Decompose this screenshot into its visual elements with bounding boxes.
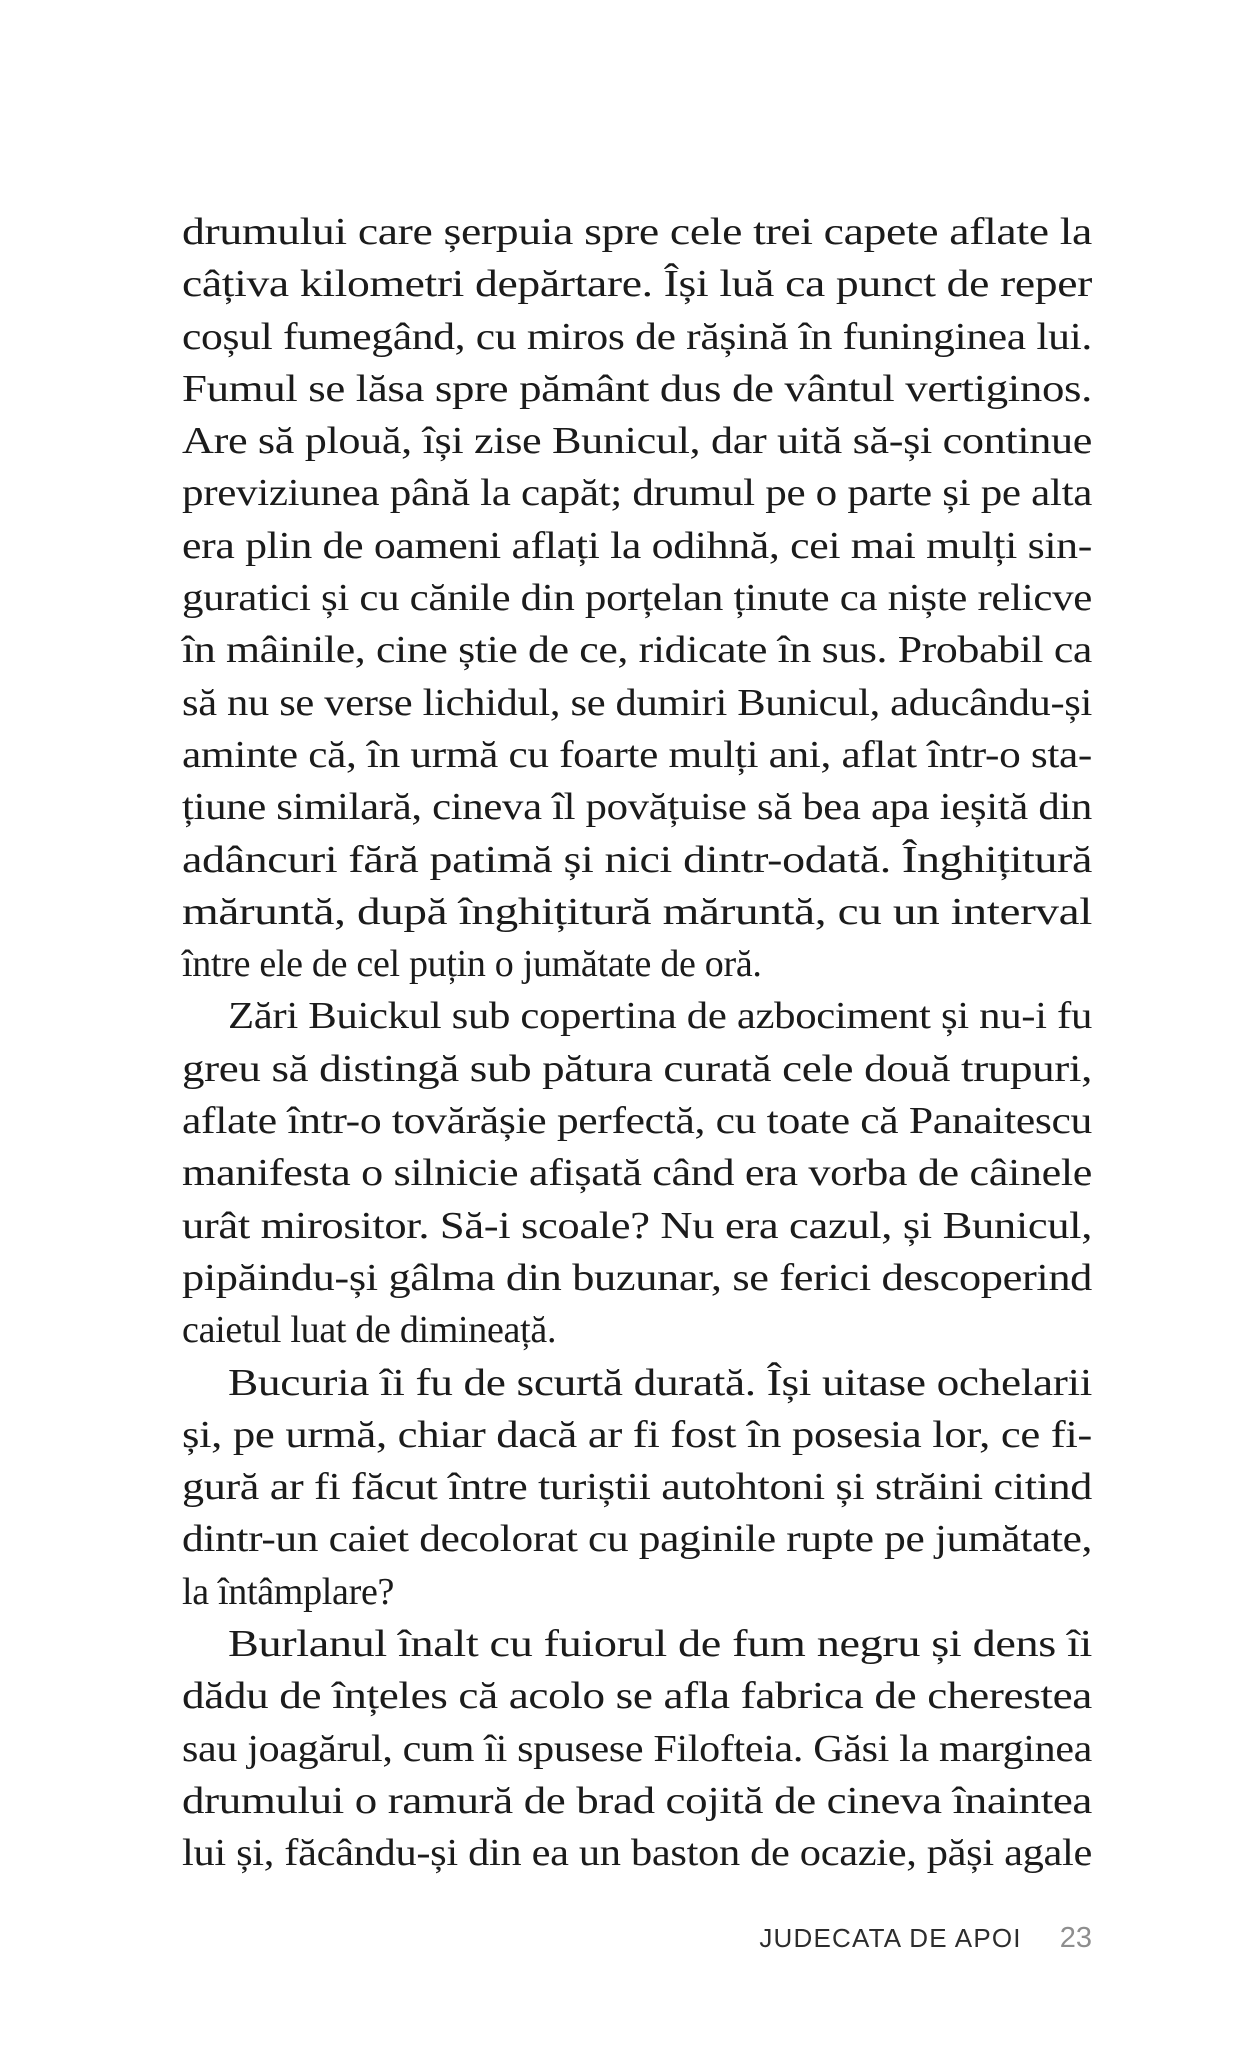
text-line: urât mirositor. Să-i scoale? Nu era cazul, și Bunicul, <box>182 1204 1092 1247</box>
text-line: și, pe urmă, chiar dacă ar fi fost în posesia lor, ce fi- <box>182 1413 1092 1456</box>
text-line: în mâinile, cine știe de ce, ridicate în sus. Probabil ca <box>182 629 1092 672</box>
text-line: pipăindu-și gâlma din buzunar, se ferici descoperind <box>182 1256 1092 1299</box>
text-line: coșul fumegând, cu miros de rășină în funinginea lui. <box>182 315 1092 358</box>
running-footer-title: JUDECATA DE APOI <box>759 1923 1022 1953</box>
text-line: Bucuria îi fu de scurtă durată. Își uitase ochelarii <box>228 1361 1092 1404</box>
text-line: Fumul se lăsa spre pământ dus de vântul vertiginos. <box>182 367 1092 410</box>
paragraph <box>182 1618 1092 1879</box>
page-footer <box>759 1922 1092 1962</box>
text-line: Burlanul înalt cu fuiorul de fum negru și dens îi <box>228 1623 1092 1666</box>
text-line: lui și, făcându-și din ea un baston de ocazie, păși agale <box>182 1832 1092 1875</box>
text-line: măruntă, după înghițitură măruntă, cu un interval <box>182 890 1092 933</box>
text-line: la întâmplare? <box>182 1570 395 1613</box>
text-line: guratici și cu cănile din porțelan ținute ca niște relicve <box>182 577 1092 620</box>
paragraph <box>182 990 1092 1356</box>
page-number: 23 <box>1059 1922 1092 1954</box>
text-line: aflate într-o tovărășie perfectă, cu toate că Panaitescu <box>182 1100 1092 1143</box>
text-line: manifesta o silnicie afișată când era vorba de câinele <box>182 1152 1092 1195</box>
text-line: greu să distingă sub pătura curată cele două trupuri, <box>182 1047 1092 1090</box>
text-line: între ele de cel puțin o jumătate de oră. <box>182 943 762 986</box>
text-line: dădu de înțeles că acolo se afla fabrica de cherestea <box>182 1675 1092 1718</box>
text-line: Are să plouă, își zise Bunicul, dar uită să-și continue <box>182 420 1092 463</box>
text-line: țiune similară, cineva îl povățuise să bea apa ieșită din <box>182 786 1092 829</box>
text-line: câțiva kilometri depărtare. Își luă ca punct de reper <box>182 263 1092 306</box>
paragraph <box>182 1357 1092 1618</box>
text-block <box>182 206 1092 1880</box>
text-line: dintr-un caiet decolorat cu paginile rupte pe jumătate, <box>182 1518 1092 1561</box>
text-line: drumului o ramură de brad cojită de cineva înaintea <box>182 1779 1092 1822</box>
text-line: caietul luat de dimineață. <box>182 1309 557 1352</box>
text-line: Zări Buickul sub copertina de azbociment și nu-i fu <box>228 995 1092 1038</box>
text-line: să nu se verse lichidul, se dumiri Bunicul, aducându-și <box>182 681 1092 724</box>
text-line: previziunea până la capăt; drumul pe o parte și pe alta <box>182 472 1092 515</box>
text-line: adâncuri fără patimă și nici dintr-odată. Înghițitură <box>182 838 1092 881</box>
paragraph <box>182 206 1092 990</box>
text-line: aminte că, în urmă cu foarte mulți ani, aflat într-o sta- <box>182 733 1092 776</box>
text-line: era plin de oameni aflați la odihnă, cei mai mulți sin- <box>182 524 1092 567</box>
text-line: sau joagărul, cum îi spusese Filofteia. Găsi la marginea <box>182 1727 1092 1770</box>
text-line: gură ar fi făcut între turiștii autohtoni și străini citind <box>182 1466 1092 1509</box>
text-line: drumului care șerpuia spre cele trei capete aflate la <box>182 211 1092 253</box>
